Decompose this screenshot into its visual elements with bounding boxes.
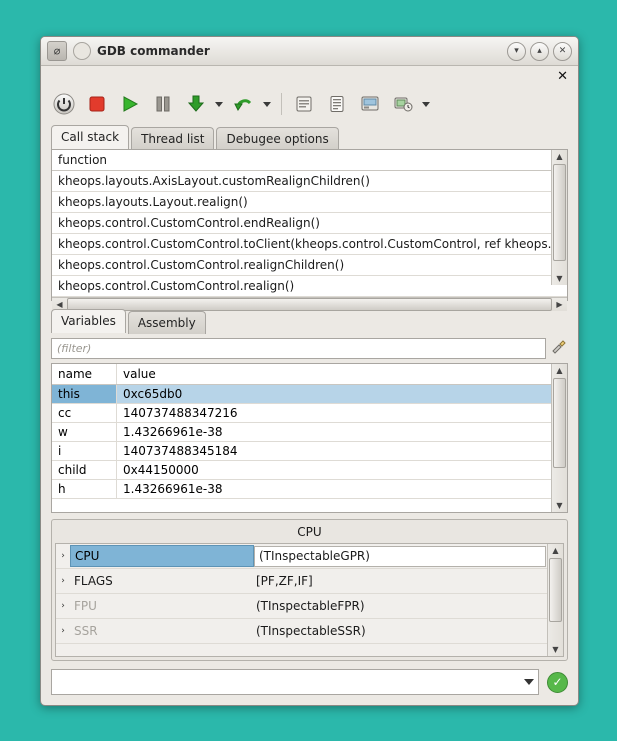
panel-close-icon[interactable]: ✕ xyxy=(557,69,568,85)
cpu-row-flags[interactable] xyxy=(56,569,563,594)
table-row[interactable] xyxy=(52,442,567,461)
variables-table[interactable] xyxy=(52,364,567,512)
cpu-row-fpu[interactable] xyxy=(56,594,563,619)
list-item[interactable]: kheops.control.CustomControl.toClient(kheops.control.CustomControl, ref kheops. xyxy=(52,234,567,255)
step-over-button[interactable] xyxy=(229,89,259,119)
cell-name: h xyxy=(52,480,117,498)
window-controls xyxy=(507,42,572,61)
toolbar-separator xyxy=(277,89,286,119)
panel-close-row xyxy=(41,66,578,87)
window-menu-icon[interactable] xyxy=(73,42,91,60)
breakpoints-button[interactable] xyxy=(289,89,319,119)
stop-button[interactable] xyxy=(82,89,112,119)
window-title: GDB commander xyxy=(97,44,210,59)
cpu-register-name: FPU xyxy=(74,599,97,613)
close-button[interactable]: ✕ xyxy=(553,42,572,61)
scroll-up-icon[interactable]: ▲ xyxy=(556,366,563,375)
hscroll-thumb[interactable] xyxy=(67,298,552,311)
cell-name: child xyxy=(52,461,117,479)
table-row[interactable] xyxy=(52,423,567,442)
step-into-button[interactable] xyxy=(181,89,211,119)
cpu-register-name: FLAGS xyxy=(74,574,113,588)
call-stack-rows xyxy=(52,171,567,297)
vscroll-thumb[interactable] xyxy=(549,558,562,622)
cell-name: this xyxy=(52,385,117,403)
list-item[interactable]: kheops.control.CustomControl.endRealign() xyxy=(52,213,567,234)
filter-row xyxy=(51,337,568,359)
list-item[interactable]: kheops.layouts.Layout.realign() xyxy=(52,192,567,213)
watch-button[interactable] xyxy=(388,89,418,119)
expander-icon[interactable]: › xyxy=(61,551,65,561)
cpu-register-value[interactable]: [PF,ZF,IF] xyxy=(256,574,313,588)
filter-input[interactable]: (filter) xyxy=(51,338,546,359)
call-stack-column-header[interactable]: function xyxy=(52,150,567,171)
command-input[interactable] xyxy=(51,669,539,695)
cpu-row-ssr[interactable] xyxy=(56,619,563,644)
expander-icon[interactable]: › xyxy=(61,601,65,611)
maximize-button[interactable]: ▴ xyxy=(530,42,549,61)
column-header-value[interactable]: value xyxy=(123,367,156,381)
pause-button[interactable] xyxy=(148,89,178,119)
debug-toolbar xyxy=(41,87,578,125)
cpu-register-name: CPU xyxy=(70,545,254,567)
step-over-dropdown[interactable] xyxy=(262,89,274,119)
cell-value: 0x44150000 xyxy=(123,463,199,477)
cell-value: 0xc65db0 xyxy=(123,387,183,401)
cpu-vscrollbar[interactable] xyxy=(547,544,563,656)
gdb-commander-window xyxy=(40,36,579,706)
variables-panel xyxy=(51,363,568,513)
table-row[interactable] xyxy=(52,480,567,499)
tab-debugee-options[interactable]: Debugee options xyxy=(216,127,338,150)
memory-button[interactable] xyxy=(355,89,385,119)
cell-value: 1.43266961e-38 xyxy=(123,482,223,496)
cpu-register-name: SSR xyxy=(74,624,98,638)
cpu-panel xyxy=(51,519,568,661)
watch-dropdown[interactable] xyxy=(421,89,433,119)
chevron-down-icon[interactable] xyxy=(524,679,534,685)
expander-icon[interactable]: › xyxy=(61,576,65,586)
cpu-row-cpu[interactable] xyxy=(56,544,563,569)
tab-variables[interactable]: Variables xyxy=(51,309,126,333)
run-button[interactable] xyxy=(115,89,145,119)
cell-value: 140737488347216 xyxy=(123,406,238,420)
cpu-table[interactable] xyxy=(55,543,564,657)
scroll-left-icon[interactable]: ◀ xyxy=(56,300,63,309)
scroll-up-icon[interactable]: ▲ xyxy=(556,152,563,161)
call-stack-list[interactable] xyxy=(52,150,567,309)
list-item[interactable]: kheops.control.CustomControl.realign() xyxy=(52,276,567,297)
column-header-name[interactable]: name xyxy=(52,364,117,384)
cell-name: i xyxy=(52,442,117,460)
cpu-register-value[interactable]: (TInspectableFPR) xyxy=(256,599,365,613)
command-bar xyxy=(51,669,568,695)
cell-value: 140737488345184 xyxy=(123,444,238,458)
tab-assembly[interactable]: Assembly xyxy=(128,311,206,334)
table-row[interactable] xyxy=(52,461,567,480)
list-item[interactable]: kheops.layouts.AxisLayout.customRealignChildren() xyxy=(52,171,567,192)
table-row[interactable] xyxy=(52,385,567,404)
cell-value: 1.43266961e-38 xyxy=(123,425,223,439)
cpu-register-value[interactable]: (TInspectableGPR) xyxy=(254,546,546,567)
list-item[interactable]: kheops.control.CustomControl.realignChildren() xyxy=(52,255,567,276)
expander-icon[interactable]: › xyxy=(61,626,65,636)
output-button[interactable] xyxy=(322,89,352,119)
call-stack-hscrollbar[interactable] xyxy=(52,297,567,311)
scroll-down-icon[interactable]: ▼ xyxy=(552,645,559,654)
scroll-down-icon[interactable]: ▼ xyxy=(556,274,563,283)
power-button[interactable] xyxy=(49,89,79,119)
tab-thread-list[interactable]: Thread list xyxy=(131,127,214,150)
cpu-register-value[interactable]: (TInspectableSSR) xyxy=(256,624,366,638)
scroll-down-icon[interactable]: ▼ xyxy=(556,501,563,510)
variables-vscrollbar[interactable] xyxy=(551,364,567,512)
scroll-up-icon[interactable]: ▲ xyxy=(552,546,559,555)
send-command-button[interactable]: ✓ xyxy=(547,672,568,693)
window-titlebar[interactable] xyxy=(41,37,578,66)
app-icon: ⌀ xyxy=(47,41,67,61)
scroll-right-icon[interactable]: ▶ xyxy=(556,300,563,309)
filter-tool-icon[interactable] xyxy=(550,337,568,359)
top-tabstrip xyxy=(41,125,578,149)
step-into-dropdown[interactable] xyxy=(214,89,226,119)
mid-tabstrip xyxy=(41,309,578,333)
table-row[interactable] xyxy=(52,404,567,423)
minimize-button[interactable]: ▾ xyxy=(507,42,526,61)
vscroll-thumb[interactable] xyxy=(553,378,566,468)
call-stack-vscrollbar[interactable] xyxy=(551,150,567,285)
vscroll-thumb[interactable] xyxy=(553,164,566,261)
tab-call-stack[interactable]: Call stack xyxy=(51,125,129,149)
cell-name: cc xyxy=(52,404,117,422)
cell-name: w xyxy=(52,423,117,441)
call-stack-panel xyxy=(51,149,568,309)
variables-header xyxy=(52,364,567,385)
cpu-panel-title: CPU xyxy=(297,525,322,539)
